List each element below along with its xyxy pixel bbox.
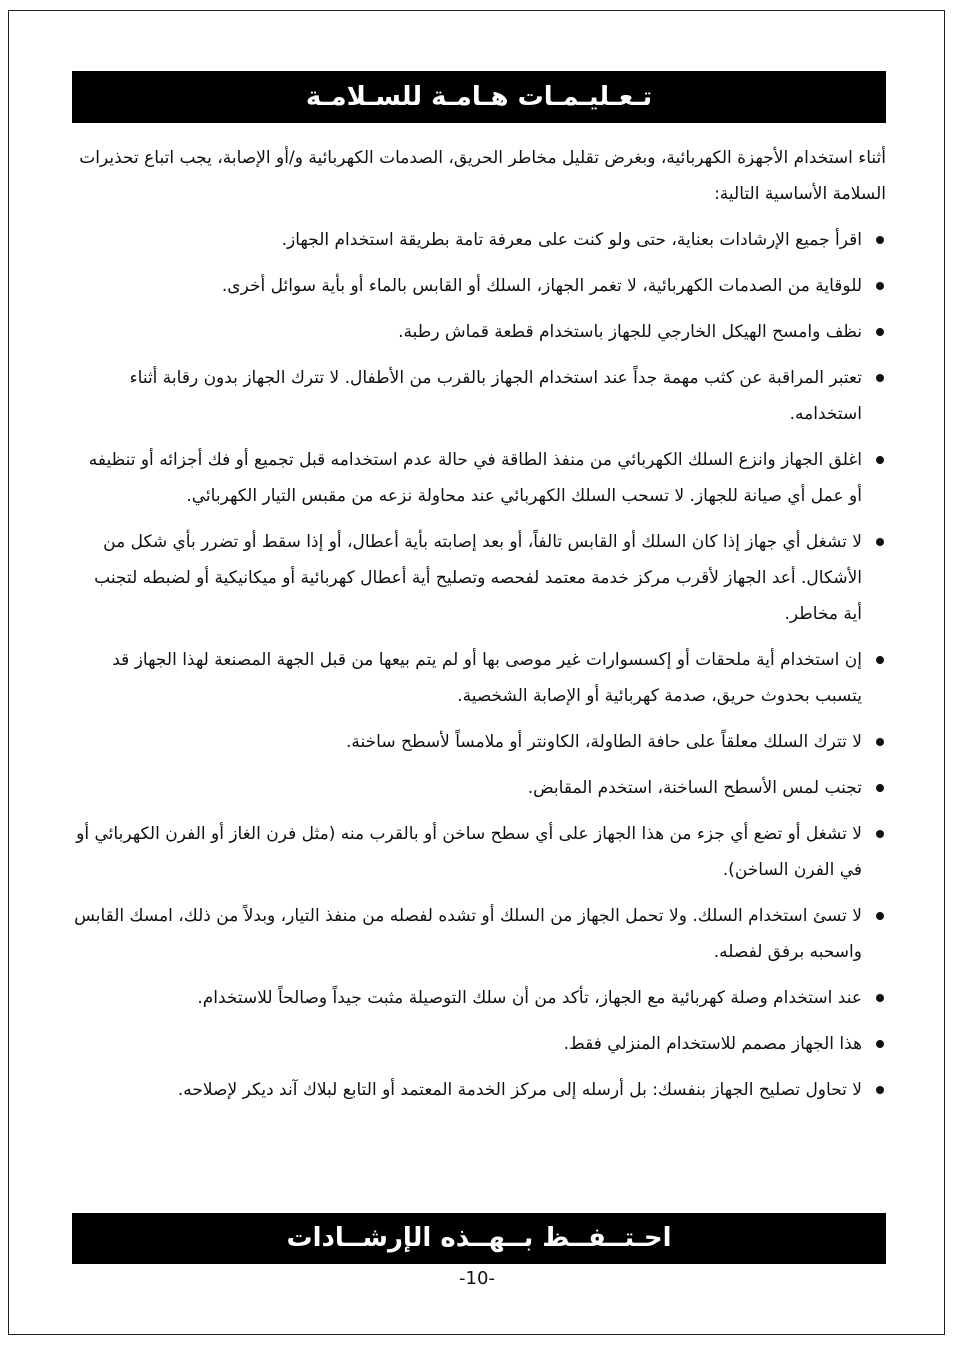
bullet-icon	[876, 374, 884, 382]
list-item	[72, 816, 886, 888]
list-item	[72, 524, 886, 632]
bullet-icon	[876, 456, 884, 464]
list-item	[72, 268, 886, 304]
bullet-icon	[876, 1086, 884, 1094]
list-item-text: لا تشغل أي جهاز إذا كان السلك أو القابس تالفاً، أو بعد إصابته بأية أعطال، أو إذا سقط أو تضرر بأي شكل من الأشكال. أعد الجهاز لأقرب مركز خدمة معتمد لفحصه وتصليح أية أعطال كهربائية أو ميكانيكية أو لضبطه لتجنب أية مخاطر.	[94, 532, 862, 624]
list-item-text: اقرأ جميع الإرشادات بعناية، حتى ولو كنت على معرفة تامة بطريقة استخدام الجهاز.	[281, 230, 862, 250]
bullet-icon	[876, 282, 884, 290]
bullet-icon	[876, 738, 884, 746]
list-item-text: إن استخدام أية ملحقات أو إكسسوارات غير موصى بها أو لم يتم بيعها من قبل الجهة المصنعة لهذا الجهاز قد يتسبب بحدوث حريق، صدمة كهربائية أو الإصابة الشخصية.	[112, 650, 862, 706]
instruction-list	[72, 222, 886, 1108]
bullet-icon	[876, 328, 884, 336]
intro-paragraph: أثناء استخدام الأجهزة الكهربائية، وبغرض تقليل مخاطر الحريق، الصدمات الكهربائية و/أو الإصابة، يجب اتباع تحذيرات السلامة الأساسية التالية:	[79, 148, 886, 204]
list-item	[72, 360, 886, 432]
bullet-icon	[876, 1040, 884, 1048]
bullet-icon	[876, 656, 884, 664]
list-item-text: هذا الجهاز مصمم للاستخدام المنزلي فقط.	[563, 1034, 862, 1054]
list-item-text: تجنب لمس الأسطح الساخنة، استخدم المقابض.	[527, 778, 862, 798]
list-item	[72, 1072, 886, 1108]
list-item-text: عند استخدام وصلة كهربائية مع الجهاز، تأكد من أن سلك التوصيلة مثبت جيداً وصالحاً للاستخدام.	[197, 988, 862, 1008]
list-item	[72, 770, 886, 806]
page-number: -10-	[459, 1268, 495, 1289]
list-item-text: نظف وامسح الهيكل الخارجي للجهاز باستخدام قطعة قماش رطبة.	[398, 322, 862, 342]
list-item-text: لا تشغل أو تضع أي جزء من هذا الجهاز على أي سطح ساخن أو بالقرب منه (مثل فرن الغاز أو الفرن الكهربائي أو في الفرن الساخن).	[76, 824, 862, 880]
list-item	[72, 1026, 886, 1062]
bullet-icon	[876, 784, 884, 792]
list-item-text: لا تترك السلك معلقاً على حافة الطاولة، الكاونتر أو ملامساً لأسطح ساخنة.	[345, 732, 862, 752]
page-title: تـعـليـمـات هـامـة للسـلامـة	[72, 71, 886, 123]
list-item-text: تعتبر المراقبة عن كثب مهمة جداً عند استخدام الجهاز بالقرب من الأطفال. لا تترك الجهاز بدون رقابة أثناء استخدامه.	[129, 368, 862, 424]
footer-banner: احـتــفــظ بــهــذه الإرشــادات	[72, 1213, 886, 1264]
list-item	[72, 980, 886, 1016]
list-item	[72, 222, 886, 258]
list-item	[72, 898, 886, 970]
list-item	[72, 724, 886, 760]
list-item-text: للوقاية من الصدمات الكهربائية، لا تغمر الجهاز، السلك أو القابس بالماء أو بأية سوائل أخرى.	[221, 276, 862, 296]
list-item	[72, 442, 886, 514]
bullet-icon	[876, 236, 884, 244]
safety-instructions-body	[72, 140, 886, 1118]
bullet-icon	[876, 538, 884, 546]
list-item-text: لا تحاول تصليح الجهاز بنفسك: بل أرسله إلى مركز الخدمة المعتمد أو التابع لبلاك آند ديكر لإصلاحه.	[177, 1080, 862, 1100]
list-item-text: اغلق الجهاز وانزع السلك الكهربائي من منفذ الطاقة في حالة عدم استخدامه قبل تجميع أو فك أجزائه أو تنظيفه أو عمل أي صيانة للجهاز. لا تسحب السلك الكهربائي عند محاولة نزعه من مقبس التيار الكهربائي.	[88, 450, 862, 506]
bullet-icon	[876, 830, 884, 838]
bullet-icon	[876, 912, 884, 920]
list-item-text: لا تسئ استخدام السلك. ولا تحمل الجهاز من السلك أو تشده لفصله من منفذ التيار، وبدلاً من ذلك، امسك القابس واسحبه برفق لفصله.	[74, 906, 862, 962]
bullet-icon	[876, 994, 884, 1002]
list-item	[72, 642, 886, 714]
list-item	[72, 314, 886, 350]
